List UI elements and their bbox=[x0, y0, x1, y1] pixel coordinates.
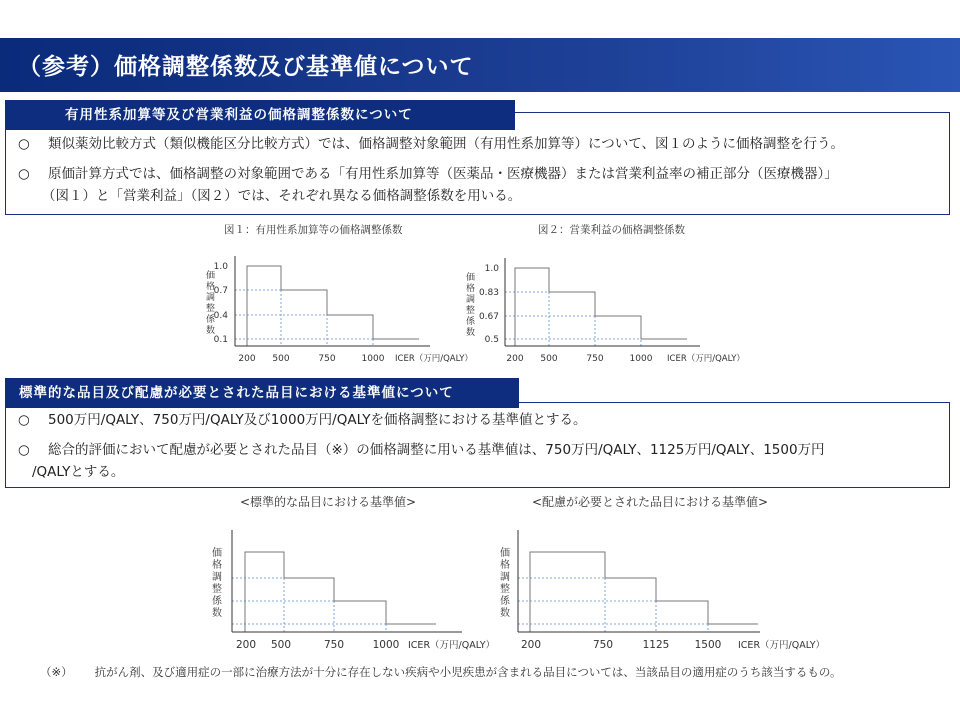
fig1-xlabel: ICER（万円/QALY） bbox=[395, 354, 473, 364]
ylabel-char: 調 bbox=[466, 295, 476, 305]
ylabel-char: 係 bbox=[466, 317, 476, 327]
fig3-xtick: 500 bbox=[270, 639, 292, 651]
fig4-chart bbox=[488, 510, 848, 660]
section2-bullet-2-cont bbox=[32, 461, 124, 484]
bullet-text-line2: /QALYとする。 bbox=[32, 464, 125, 480]
fig1-ytick: 1.0 bbox=[213, 262, 228, 272]
ylabel-char: 格 bbox=[466, 284, 476, 294]
fig2-xtick: 1000 bbox=[629, 354, 653, 364]
ylabel-char: 数 bbox=[206, 326, 216, 336]
section1-heading bbox=[5, 100, 515, 130]
bullet-text: 類似薬効比較方式（類似機能区分比較方式）では、価格調整対象範囲（有用性系加算等）について、図１のように価格調整を行う。 bbox=[48, 136, 844, 152]
bullet-mark: ○ bbox=[18, 442, 30, 458]
fig4-xlabel: ICER（万円/QALY） bbox=[738, 640, 826, 651]
fig2-step-line bbox=[515, 268, 687, 346]
fig4-ylabel bbox=[500, 546, 511, 619]
footnote bbox=[40, 664, 841, 680]
fig1-chart bbox=[190, 238, 490, 368]
fig2-ytick: 0.83 bbox=[478, 288, 499, 298]
fig3-ylabel bbox=[212, 546, 223, 619]
fig2-xtick: 500 bbox=[540, 354, 558, 364]
ylabel-char: 係 bbox=[500, 596, 510, 607]
fig2-ytick: 1.0 bbox=[484, 264, 499, 274]
footnote-text: 抗がん剤、及び適用症の一部に治療方法が十分に存在しない疾病や小児疾患が含まれる品目については、当該品目の適用症のうち該当するもの。 bbox=[94, 665, 842, 679]
section2-bullet-1 bbox=[18, 409, 587, 432]
bullet-text-line2: （図１）と「営業利益」（図２）では、それぞれ異なる価格調整係数を用いる。 bbox=[42, 188, 522, 204]
fig4-xtick: 200 bbox=[520, 639, 542, 651]
fig1-step-line bbox=[247, 266, 419, 346]
ylabel-char: 調 bbox=[212, 572, 222, 583]
section2-bullet-2 bbox=[18, 439, 825, 462]
fig1-xtick: 1000 bbox=[361, 354, 385, 364]
section1-bullet-2 bbox=[18, 163, 838, 186]
fig4-xtick: 1125 bbox=[642, 639, 670, 651]
ylabel-char: 数 bbox=[500, 608, 510, 619]
fig2-chart bbox=[455, 240, 765, 370]
fig1-ytick: 0.7 bbox=[213, 286, 228, 296]
fig4-title: <配慮が必要とされた品目における基準値> bbox=[532, 495, 769, 509]
ylabel-char: 格 bbox=[212, 560, 222, 571]
fig3-xtick: 200 bbox=[235, 639, 257, 651]
ylabel-char: 格 bbox=[500, 560, 510, 571]
fig2-ytick: 0.67 bbox=[478, 312, 499, 322]
ylabel-char: 価 bbox=[466, 273, 476, 283]
fig1-ytick: 0.1 bbox=[213, 335, 228, 345]
fig2-xlabel: ICER（万円/QALY） bbox=[667, 354, 745, 364]
section1-bullet-1 bbox=[18, 133, 844, 156]
fig2-guides bbox=[505, 268, 687, 346]
fig1-xtick: 750 bbox=[318, 354, 336, 364]
ylabel-char: 価 bbox=[206, 271, 216, 281]
fig4-xtick: 1500 bbox=[694, 639, 722, 651]
ylabel-char: 整 bbox=[206, 304, 216, 314]
fig1-xtick: 500 bbox=[272, 354, 290, 364]
fig4-xtick: 750 bbox=[592, 639, 614, 651]
ylabel-char: 数 bbox=[466, 328, 476, 338]
ylabel-char: 整 bbox=[466, 306, 476, 316]
ylabel-char: 価 bbox=[500, 548, 510, 559]
fig3-title: <標準的な品目における基準値> bbox=[240, 495, 417, 509]
bullet-text-line1: 総合的評価において配慮が必要とされた品目（※）の価格調整に用いる基準値は、750万円/QALY、1125万円/QALY、1500万円 bbox=[48, 442, 825, 458]
ylabel-char: 整 bbox=[500, 584, 510, 595]
fig4-step-line bbox=[530, 552, 758, 632]
section2-heading-text: 標準的な品目及び配慮が必要とされた品目における基準値について bbox=[19, 385, 454, 401]
title-bar bbox=[0, 38, 960, 92]
section2-box bbox=[5, 402, 950, 488]
bullet-mark: ○ bbox=[18, 136, 30, 152]
fig2-xtick: 200 bbox=[506, 354, 524, 364]
fig3-step-line bbox=[245, 552, 436, 632]
ylabel-char: 数 bbox=[212, 608, 222, 619]
fig3-guides bbox=[232, 552, 386, 632]
fig4-guides bbox=[518, 552, 708, 632]
section1-bullet-2-cont bbox=[42, 185, 521, 208]
fig1-title: 図１：有用性系加算等の価格調整係数 bbox=[224, 224, 403, 236]
ylabel-char: 係 bbox=[206, 315, 216, 325]
fig2-ytick: 0.5 bbox=[484, 335, 499, 345]
fig3-xtick: 750 bbox=[323, 639, 345, 651]
fig2-title: 図２：営業利益の価格調整係数 bbox=[538, 224, 685, 236]
ylabel-char: 価 bbox=[212, 548, 222, 559]
bullet-mark: ○ bbox=[18, 166, 30, 182]
section1-heading-text: 有用性系加算等及び営業利益の価格調整係数について bbox=[65, 107, 413, 123]
ylabel-char: 係 bbox=[212, 596, 222, 607]
bullet-text: 500万円/QALY、750万円/QALY及び1000万円/QALYを価格調整における基準値とする。 bbox=[48, 412, 587, 428]
page-title: （参考）価格調整係数及び基準値について bbox=[18, 54, 474, 80]
ylabel-char: 調 bbox=[500, 572, 510, 583]
footnote-mark: （※） bbox=[40, 665, 73, 679]
ylabel-char: 整 bbox=[212, 584, 222, 595]
ylabel-char: 調 bbox=[206, 293, 216, 303]
fig3-xlabel: ICER（万円/QALY） bbox=[408, 640, 496, 651]
fig3-xtick: 1000 bbox=[372, 639, 400, 651]
bullet-text-line1: 原価計算方式では、価格調整の対象範囲である「有用性系加算等（医薬品・医療機器）または営業利益率の補正部分（医療機器）」 bbox=[48, 166, 838, 182]
fig3-chart bbox=[200, 510, 510, 660]
ylabel-char: 格 bbox=[206, 282, 216, 292]
fig2-xtick: 750 bbox=[586, 354, 604, 364]
fig1-ylabel bbox=[206, 269, 216, 336]
section2-heading bbox=[5, 378, 519, 408]
fig1-xtick: 200 bbox=[238, 354, 256, 364]
fig1-ytick: 0.4 bbox=[213, 311, 228, 321]
bullet-mark: ○ bbox=[18, 412, 30, 428]
fig2-ylabel bbox=[466, 271, 476, 338]
